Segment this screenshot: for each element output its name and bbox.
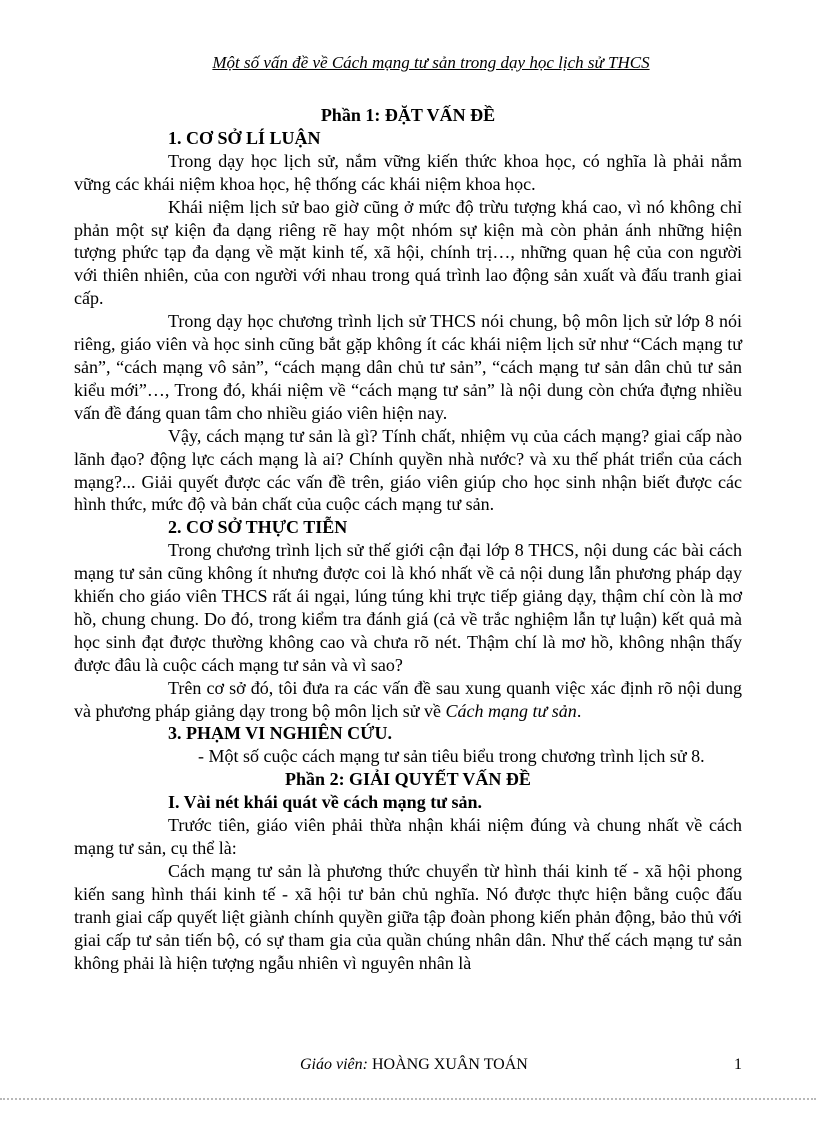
teacher-label: Giáo viên: bbox=[300, 1056, 368, 1073]
section1-heading: 1. CƠ SỞ LÍ LUẬN bbox=[168, 127, 321, 148]
paragraph: Cách mạng tư sản là phương thức chuyển từ hình thái kinh tế - xã hội phong kiến sang hình thái kinh tế - xã hội tư bản chủ nghĩa. Nó được thực hiện bằng cuộc đấu tranh giai cấp quyết liệt giành chính quyền giữa tập đoàn phong kiến phản động, bảo thủ với giai cấp tư sản tiến bộ, có sự tham gia của quần chúng nhân dân. Như thế cách mạng tư sản không phải là hiện tượng ngẫu nhiên vì nguyên nhân là bbox=[74, 860, 742, 973]
list-item: - Một số cuộc cách mạng tư sản tiêu biểu trong chương trình lịch sử 8. bbox=[198, 746, 705, 767]
italic-term: Cách mạng tư sản bbox=[445, 700, 577, 721]
paragraph: Trước tiên, giáo viên phải thừa nhận khái niệm đúng và chung nhất về cách mạng tư sản, cụ thể là: bbox=[74, 815, 742, 858]
paragraph-end: . bbox=[576, 700, 582, 721]
page-boundary-divider bbox=[0, 1098, 816, 1100]
teacher-credit bbox=[300, 1055, 528, 1075]
teacher-name: HOÀNG XUÂN TOÁN bbox=[367, 1056, 528, 1073]
paragraph: Khái niệm lịch sử bao giờ cũng ở mức độ trừu tượng khá cao, vì nó không chỉ phản một sự kiện đa dạng riêng rẽ hay một nhóm sự kiện mà còn phản ánh những hiện tượng phức tạp đa dạng về mặt kinh tế, xã hội, chính trị…, những quan hệ của con người với thiên nhiên, của con người với nhau trong quá trình lao động sản xuất và đấu tranh giai cấp. bbox=[74, 196, 742, 309]
part2-title: Phần 2: GIẢI QUYẾT VẤN ĐỀ bbox=[285, 769, 531, 790]
paragraph bbox=[74, 677, 742, 723]
paragraph: Trong dạy học chương trình lịch sử THCS nói chung, bộ môn lịch sử lớp 8 nói riêng, giáo viên và học sinh cũng bắt gặp không ít các khái niệm lịch sử như “Cách mạng tư sản”, “cách mạng vô sản”, “cách mạng dân chủ tư sản”, “cách mạng tư sản dân chủ tư sản kiểu mới”…, Trong đó, khái niệm về “cách mạng tư sản” là nội dung còn chứa đựng nhiều vấn đề đáng quan tâm cho nhiều giáo viên hiện nay. bbox=[74, 311, 742, 423]
section3-heading: 3. PHẠM VI NGHIÊN CỨU. bbox=[168, 723, 392, 744]
section-i-heading: I. Vài nét khái quát về cách mạng tư sản. bbox=[168, 792, 483, 813]
part1-title: Phần 1: ĐẶT VẤN ĐỀ bbox=[320, 105, 496, 125]
document-body bbox=[74, 104, 742, 974]
running-header: Một số vấn đề về Cách mạng tư sản trong dạy học lịch sử THCS bbox=[212, 53, 650, 72]
page-number: 1 bbox=[734, 1056, 742, 1073]
paragraph-text: Trên cơ sở đó, tôi đưa ra các vấn đề sau xung quanh việc xác định rõ nội dung và phương pháp giảng dạy trong bộ môn lịch sử về bbox=[74, 677, 742, 721]
paragraph: Vậy, cách mạng tư sản là gì? Tính chất, nhiệm vụ của cách mạng? giai cấp nào lãnh đạo? động lực cách mạng là ai? Chính quyền nhà nước? và xu thế phát triển của cách mạng?... Giải quyết được các vấn đề trên, giáo viên giúp cho học sinh nhận biết được các hình thức, mức độ và bản chất của cuộc cách mạng tư sản. bbox=[74, 425, 742, 515]
paragraph: Trong dạy học lịch sử, nắm vững kiến thức khoa học, có nghĩa là phải nắm vững các khái niệm khoa học, hệ thống các khái niệm khoa học. bbox=[74, 150, 742, 194]
paragraph: Trong chương trình lịch sử thế giới cận đại lớp 8 THCS, nội dung các bài cách mạng tư sản cũng không ít nhưng được coi là khó nhất về cả nội dung lẫn phương pháp dạy khiến cho giáo viên THCS rất ái ngại, lúng túng khi trực tiếp giảng dạy, thậm chí còn là mơ hồ, chung chung. Do đó, trong kiểm tra đánh giá (cả về trắc nghiệm lẫn tự luận) kết quả mà học sinh đạt được thường không cao và chưa rõ nét. Thậm chí là mơ hồ, không nhận thấy được đâu là cuộc cách mạng tư sản và vì sao? bbox=[74, 540, 742, 675]
section2-heading: 2. CƠ SỞ THỰC TIỄN bbox=[168, 517, 348, 538]
